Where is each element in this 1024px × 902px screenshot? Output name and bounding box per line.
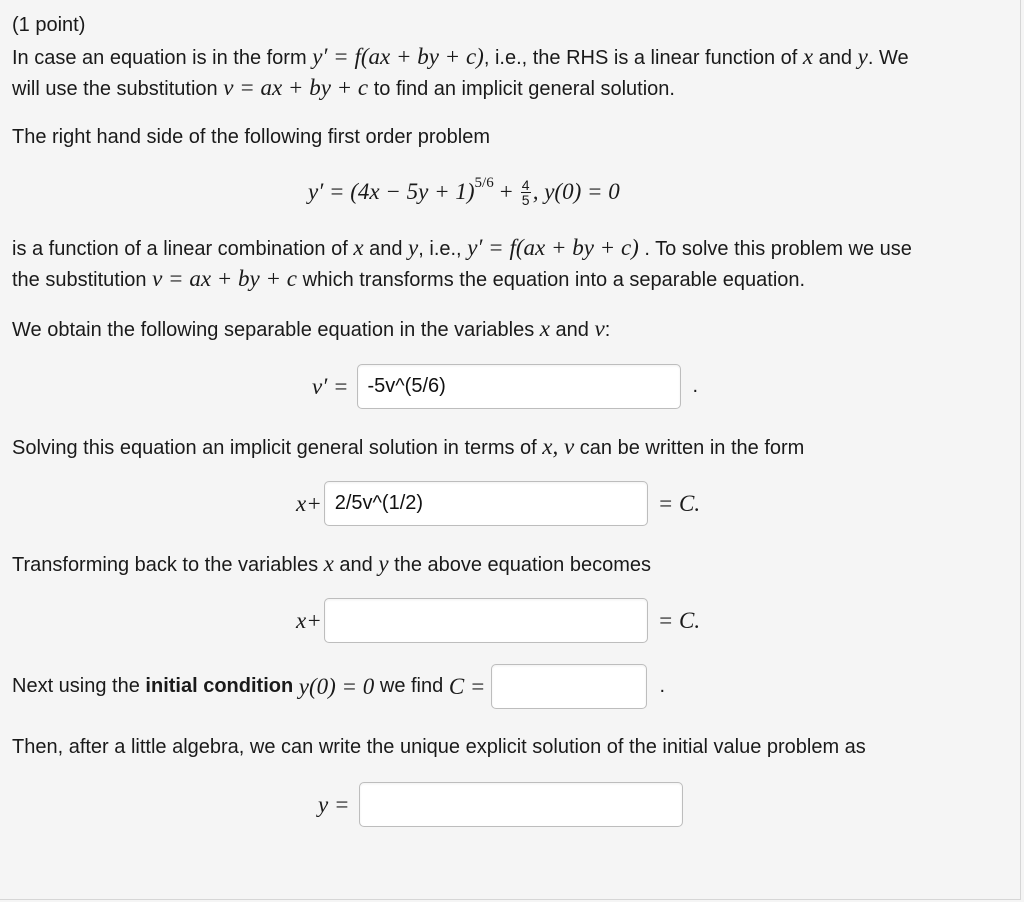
intro-form-math: y′ = f(ax + by + c) xyxy=(312,44,484,69)
transformed-row: x+ = C. xyxy=(296,598,700,643)
ode-equation: y′ = (4x − 5y + 1) $^{5/6}$ + $\frac{4}{5}$ , y(0) = 0 xyxy=(308,174,620,208)
separable-row: v′ = -5v^(5/6) . xyxy=(312,364,698,409)
substitution-math: v = ax + by + c xyxy=(223,75,369,100)
explicit-solution-input[interactable] xyxy=(359,782,683,827)
constant-c-input[interactable] xyxy=(491,664,647,709)
separable-text: We obtain the following separable equation in the variables x and v: xyxy=(12,316,611,341)
intro-line-2: will use the substitution v = ax + by + c to find an implicit general solution. xyxy=(12,75,675,100)
linear-line-2: the substitution v = ax + by + c which transforms the equation into a separable equation. xyxy=(12,266,806,291)
points-label: (1 point) xyxy=(12,14,86,36)
separable-equation-input[interactable] xyxy=(357,364,681,409)
implicit-row: x+ 2/5v^(1/2) = C. xyxy=(296,481,700,526)
final-text: Then, after a little algebra, we can write the unique explicit solution of the initial value problem as xyxy=(12,736,866,758)
transformed-solution-input[interactable] xyxy=(324,598,648,643)
transform-text: Transforming back to the variables x and y the above equation becomes xyxy=(12,551,651,576)
fraction-four-fifths: $\frac{4}{5}$ xyxy=(521,176,530,208)
explicit-row: y = xyxy=(318,782,683,827)
initial-condition-row: Next using the initial condition y(0) = 0 we find C = . xyxy=(12,664,665,709)
solving-text: Solving this equation an implicit general solution in terms of x, v can be written in the form xyxy=(12,434,805,459)
implicit-solution-input[interactable] xyxy=(324,481,648,526)
rhs-text: The right hand side of the following first order problem xyxy=(12,126,491,148)
linear-line-1: is a function of a linear combination of x and y, i.e., y′ = f(ax + by + c) . To solve this problem we use xyxy=(12,235,912,260)
intro-line-1: In case an equation is in the form y′ = f(ax + by + c), i.e., the RHS is a linear function of x and y. We xyxy=(12,44,909,69)
